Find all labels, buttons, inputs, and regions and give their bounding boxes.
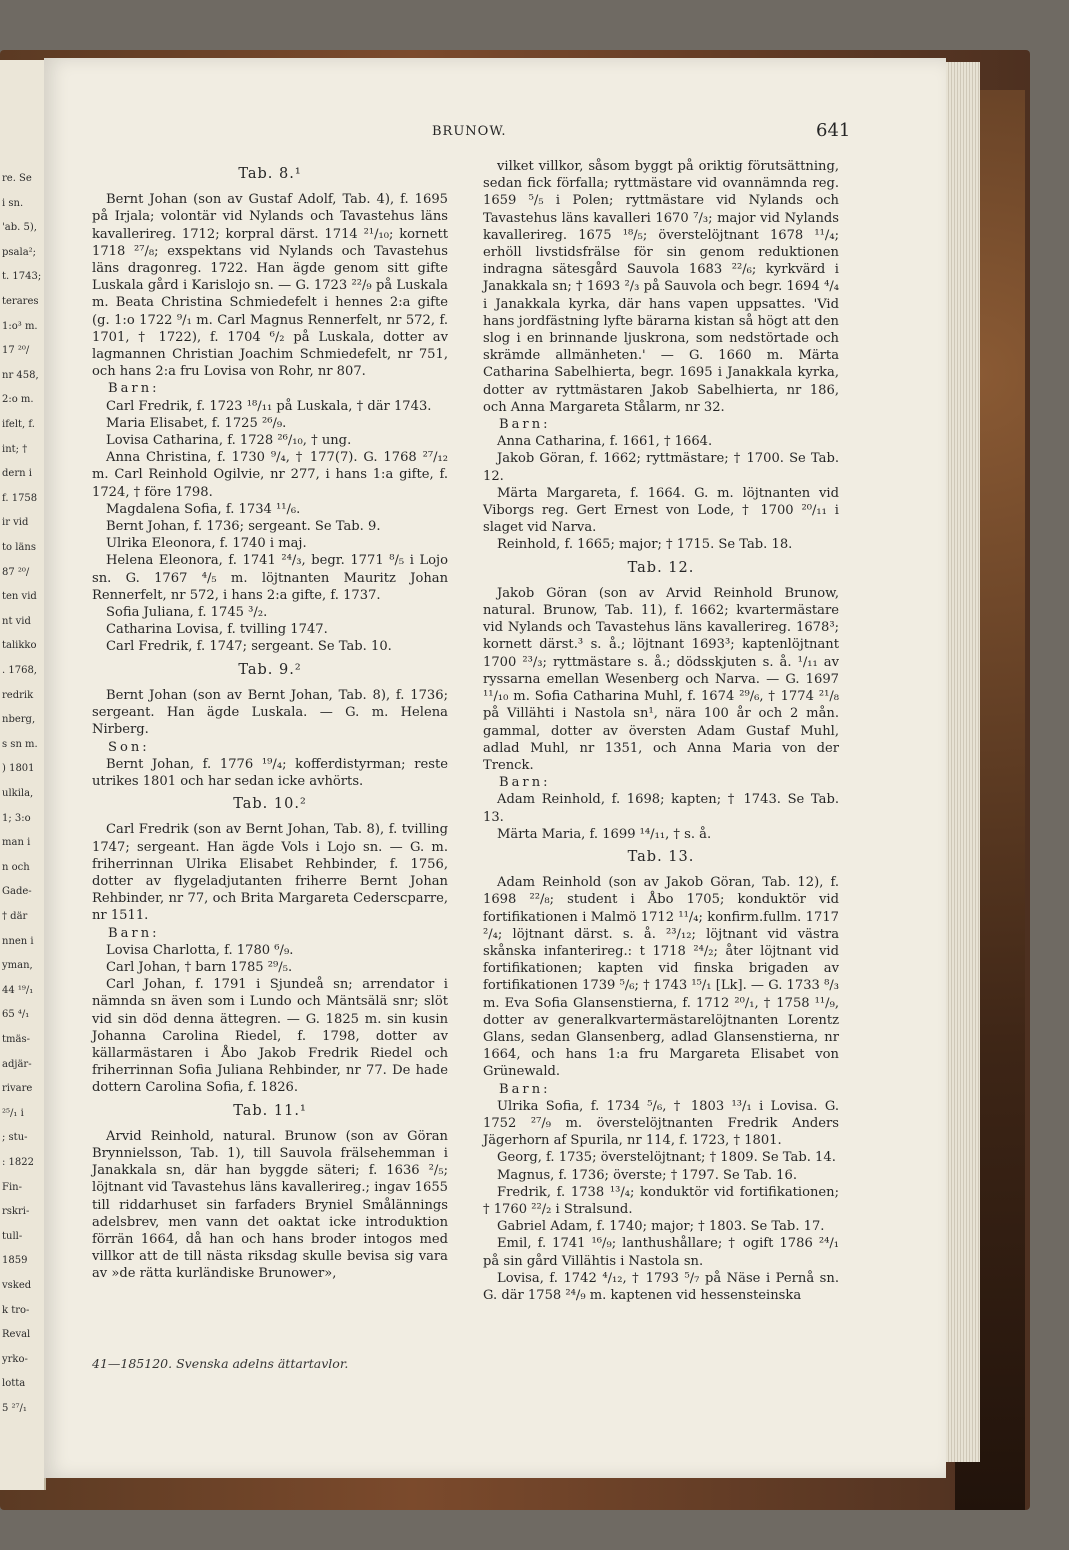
child-entry: Bernt Johan, f. 1776 ¹⁹/₄; kofferdistyrman; reste utrikes 1801 och har sedan icke avhörts. [92,756,448,789]
previous-page-line: 1859 [2,1255,28,1267]
child-entry: Anna Catharina, f. 1661, † 1664. [497,434,713,450]
previous-page-line: 'ab. 5), [2,222,37,234]
previous-page-line: nt vid [2,615,31,627]
previous-page-line: n och [2,861,30,873]
previous-page-line: 44 ¹⁹/₁ [2,984,34,996]
previous-page-line: ; stu- [2,1132,28,1144]
child-entry: Carl Johan, f. 1791 i Sjundeå sn; arrendator i nämnda sn även som i Lundo och Mäntsälä snr; slöt vid sin död denna ättegren. — G. 1825 m. sin kusin Johanna Carolina Riedel, f. 1798, dotter av källarmästaren i Åbo Jakob Fredrik Riedel och friherrinnan Sofia Juliana Rehbinder, nr 77. De hade dottern Carolina Sofia, f. 1826. [92,977,448,1096]
child-entry: Georg, f. 1735; överstelöjtnant; † 1809. Se Tab. 14. [497,1150,836,1166]
table-heading: Tab. 8.¹ [238,166,302,182]
previous-page-line: tull- [2,1230,23,1242]
left-text-column [92,160,448,1283]
previous-page-line: ulkila, [2,788,34,799]
previous-page-line: int; † [2,443,28,455]
previous-page-line: ten vid [2,591,37,603]
children-label: Barn: [499,417,551,433]
previous-page-line: i sn. [2,197,24,209]
child-entry: Bernt Johan, f. 1736; sergeant. Se Tab. 9. [106,519,381,535]
table-heading: Tab. 9.² [238,661,302,678]
genealogy-paragraph: Bernt Johan (son av Gustaf Adolf, Tab. 4), f. 1695 på Irjala; volontär vid Nylands och Tavastehus läns kavallerireg. 1712; korpral därst. 1714 ²¹/₁₀; kornett 1718 ²⁷/₈; exspektans vid Nylands och Tavastehus läns dragonreg. 1722. Han ägde genom sitt gifte Luskala gård i Karislojo sn. — G. 1723 ²²/₉ på Luskala m. Beata Christina Schmiedefelt i hennes 2:a gifte (g. 1:o 1722 ⁹/₁ m. Carl Magnus Rennerfelt, nr 572, f. 1701, † 1722), f. 1704 ⁶/₂ på Luskala, dotter av lagmannen Christian Joachim Schmiedefelt, nr 751, och hans 2:a fru Lovisa von Rohr, nr 807. [92,192,448,380]
running-header: BRUNOW. [432,124,507,139]
children-label: Barn: [499,775,551,791]
genealogy-paragraph: Bernt Johan (son av Bernt Johan, Tab. 8), f. 1736; sergeant. Han ägde Luskala. — G. m. Helena Nirberg. [92,687,448,738]
child-entry: Ulrika Eleonora, f. 1740 i maj. [106,536,307,552]
child-entry: Lovisa Charlotta, f. 1780 ⁶/₉. [106,942,294,958]
child-entry: Fredrik, f. 1738 ¹³/₄; konduktör vid fortifikationen; † 1760 ²²/₂ i Stralsund. [483,1184,839,1217]
child-entry: Reinhold, f. 1665; major; † 1715. Se Tab. 18. [497,537,793,553]
child-entry: Magnus, f. 1736; överste; † 1797. Se Tab. 16. [497,1167,797,1183]
previous-page-line: ifelt, f. [2,419,35,430]
previous-page-line: rskri- [2,1206,30,1218]
page-number: 641 [816,120,851,141]
previous-page-line: 5 ²⁷/₁ [2,1403,27,1414]
child-entry: Helena Eleonora, f. 1741 ²⁴/₃, begr. 1771 ⁸/₅ i Lojo sn. G. 1767 ⁴/₅ m. löjtnanten Mauritz Johan Rennerfelt, nr 572, i hans 2:a gifte, f. 1737. [92,553,448,603]
previous-page-line: t. 1743; [2,271,42,283]
previous-page-line: 17 ²⁰/ [2,345,30,357]
page-edges [940,62,980,1462]
printer-footer: 41—185120. Svenska adelns ättartavlor. [92,1356,349,1371]
child-entry: Anna Christina, f. 1730 ⁹/₄, † 177(7). G. 1768 ²⁷/₁₂ m. Carl Reinhold Ogilvie, nr 277, i hans 1:a gifte, f. 1724, † före 1798. [92,450,448,500]
child-entry: Märta Margareta, f. 1664. G. m. löjtnanten vid Viborgs reg. Gert Ernest von Lode, † 1700 ²⁰/₁₁ i slaget vid Narva. [483,485,839,536]
previous-page-line: Reval [2,1329,31,1341]
previous-page-line: psala²; [2,246,37,258]
child-entry: Emil, f. 1741 ¹⁶/₉; lanthushållare; † ogift 1786 ²⁴/₁ på sin gård Villähtis i Nastola sn. [483,1236,839,1269]
right-text-column [483,158,839,1304]
previous-page-line: nr 458, [2,369,39,381]
previous-page-line: 1; 3:o [2,812,31,824]
previous-page-line: † där [2,911,28,922]
table-heading: Tab. 12. [627,559,695,576]
previous-page-line: terares [2,296,39,307]
genealogy-paragraph: Adam Reinhold (son av Jakob Göran, Tab. 12), f. 1698 ²²/₈; student i Åbo 1705; konduktör vid fortifikationen i Malmö 1712 ¹¹/₄; konfirm.fullm. 1717 ²/₄; löjtnant därst. s. å. ²³/₁₂; löjtnant vid västra skånska infanterireg.: t 1718 ²⁴/₂; åter löjtnant vid fortifikationen; kapten vid finska brigaden av fortifikationen 1739 ⁵/₆; † 1743 ¹⁵/₁ [Lk]. — G. 1733 ⁸/₃ m. Eva Sofia Glansenstierna, f. 1712 ²⁰/₁, † 1758 ¹¹/₉, dotter av generalkvartermästarelöjtnanten Lorentz Glans, sedan Glansenberg, adlad Glansenstierna, nr 1664, och hans 1:a fru Margareta Elisabet von Grünewald. [483,875,839,1080]
previous-page-line: dern i [2,468,32,480]
table-heading: Tab. 11.¹ [233,1102,307,1119]
child-entry: Sofia Juliana, f. 1745 ³/₂. [106,605,268,621]
child-entry: Ulrika Sofia, f. 1734 ⁵/₆, † 1803 ¹³/₁ i Lovisa. G. 1752 ²⁷/₉ m. överstelöjtnanten Fredrik Anders Jägerhorn af Spurila, nr 114, f. 1723, † 1801. [483,1098,839,1149]
previous-page-line: yrko- [2,1353,28,1365]
table-heading: Tab. 10.² [233,796,307,813]
previous-page-line: s sn m. [2,738,38,750]
child-entry: Lovisa Catharina, f. 1728 ²⁶/₁₀, † ung. [106,433,352,449]
children-label: Barn: [108,925,160,941]
previous-page-line: f. 1758 [2,492,38,504]
child-entry: Magdalena Sofia, f. 1734 ¹¹/₆. [106,501,301,517]
children-label: Barn: [499,1081,551,1097]
previous-page-line: to läns [2,542,36,553]
genealogy-paragraph: Carl Fredrik (son av Bernt Johan, Tab. 8), f. tvilling 1747; sergeant. Han ägde Vols i Lojo sn. — G. m. friherrinnan Ulrika Elisabet Rehbinder, f. 1756, dotter av flygeladjutanten friherre Bernt Johan Rehbinder, nr 77, och Brita Margareta Cederscparre, nr 1511. [92,822,448,924]
previous-page-line: yman, [2,960,33,972]
previous-page-line: . 1768, [2,665,37,676]
child-entry: Jakob Göran, f. 1662; ryttmästare; † 1700. Se Tab. 12. [483,451,839,484]
previous-page-line: 1:o³ m. [2,320,38,332]
previous-page-line: Gade- [2,886,32,898]
child-entry: Carl Fredrik, f. 1747; sergeant. Se Tab. 10. [106,639,392,655]
previous-page-line: 87 ²⁰/ [2,566,30,578]
table-heading: Tab. 13. [627,848,695,865]
previous-page-line: ir vid [2,517,29,529]
previous-page-line: ²⁵/₁ i [2,1107,24,1119]
previous-page-line: vsked [2,1280,32,1291]
previous-page-line: 65 ⁴/₁ [2,1009,30,1021]
previous-page-line: Fin- [2,1181,22,1193]
previous-page-line: man i [2,837,31,849]
children-label: Barn: [108,381,160,397]
child-entry: Adam Reinhold, f. 1698; kapten; † 1743. Se Tab. 13. [483,792,839,825]
child-entry: Carl Johan, † barn 1785 ²⁹/₅. [106,959,293,975]
child-entry: Carl Fredrik, f. 1723 ¹⁸/₁₁ på Luskala, † där 1743. [106,398,432,414]
previous-page-line: adjär- [2,1058,32,1070]
previous-page-fragment [0,60,46,1490]
genealogy-paragraph: Arvid Reinhold, natural. Brunow (son av Göran Brynnielsson, Tab. 1), till Sauvola frälsehemman i Janakkala sn, där han byggde säteri; f. 1636 ²/₅; löjtnant vid Tavastehus läns kavallerireg.; ingav 1655 till riddarhuset sin farfaders Bryniel Smålännings adelsbrev, men vann det oaktat icke introduktion förrän 1664, då han och hans broder intogos med villkor att de till nästa riksdag skulle bevisa sig vara av »de rätta kurländiske Brunower», [92,1128,448,1282]
genealogy-paragraph: vilket villkor, såsom byggt på oriktig förutsättning, sedan fick förfalla; ryttmästare vid ovannämnda reg. 1659 ⁵/₅ i Polen; ryttmästare vid Nylands och Tavastehus läns kavalleri 1670 ⁷/₃; major vid Nylands kavallerireg. 1675 ¹⁸/₅; överstelöjtnant 1678 ¹¹/₄; erhöll livstidsfrälse för sin genom reduktionen indragna sätesgård Sauvola 1683 ²²/₆; kyrkvärd i Janakkala sn; † 1693 ²/₃ på Sauvola och begr. 1694 ⁴/₄ i Janakkala kyrka, där hans vapen uppsattes. 'Vid hans jordfästning lyfte bärarna kistan så högt att den slog i en brinnande ljuskrona, som nedstörtade och skrämde allmänheten.' — G. 1660 m. Märta Catharina Sabelhierta, begr. 1695 i Janakkala kyrka, dotter av ryttmästaren Jakob Sabelhierta, nr 186, och Anna Margareta Stålarm, nr 32. [483,159,839,415]
children-label: Son: [108,739,150,755]
previous-page-line: nnen i [2,935,34,947]
previous-page-line: k tro- [2,1304,30,1316]
child-entry: Catharina Lovisa, f. tvilling 1747. [106,622,328,638]
previous-page-line: re. Se [2,173,32,184]
child-entry: Lovisa, f. 1742 ⁴/₁₂, † 1793 ⁵/₇ på Näse i Pernå sn. G. där 1758 ²⁴/₉ m. kaptenen vid hessensteinska [483,1270,839,1303]
previous-page-line: tmäs- [2,1034,30,1045]
child-entry: Märta Maria, f. 1699 ¹⁴/₁₁, † s. å. [497,826,712,842]
genealogy-paragraph: Jakob Göran (son av Arvid Reinhold Brunow, natural. Brunow, Tab. 11), f. 1662; kvartermästare vid Nylands och Tavastehus läns kavallerireg. 1678³; kornett därst.³ s. å.; löjtnant 1693³; kaptenlöjtnant 1700 ²³/₃; ryttmästare s. å.; dödsskjuten s. å. ¹/₁₁ av ryssarna emellan Wesenberg och Narva. — G. 1697 ¹¹/₁₀ m. Sofia Catharina Muhl, f. 1674 ²⁹/₆, † 1774 ²¹/₈ på Villähti i Nastola sn¹, nära 100 år och 2 mån. gammal, dotter av översten Adam Gustaf Muhl, adlad Muhl, nr 1351, och Anna Maria von der Trenck. [483,585,839,773]
child-entry: Maria Elisabet, f. 1725 ²⁶/₉. [106,415,287,431]
child-entry: Gabriel Adam, f. 1740; major; † 1803. Se Tab. 17. [497,1219,825,1235]
previous-page-line: 2:o m. [2,394,34,406]
previous-page-line: talikko [2,640,37,652]
previous-page-line: lotta [2,1378,26,1390]
previous-page-line: ) 1801 [2,763,35,775]
previous-page-line: nberg, [2,714,36,726]
previous-page-line: redrik [2,689,34,701]
previous-page-line: rivare [2,1083,33,1095]
previous-page-line: : 1822 [2,1157,34,1168]
